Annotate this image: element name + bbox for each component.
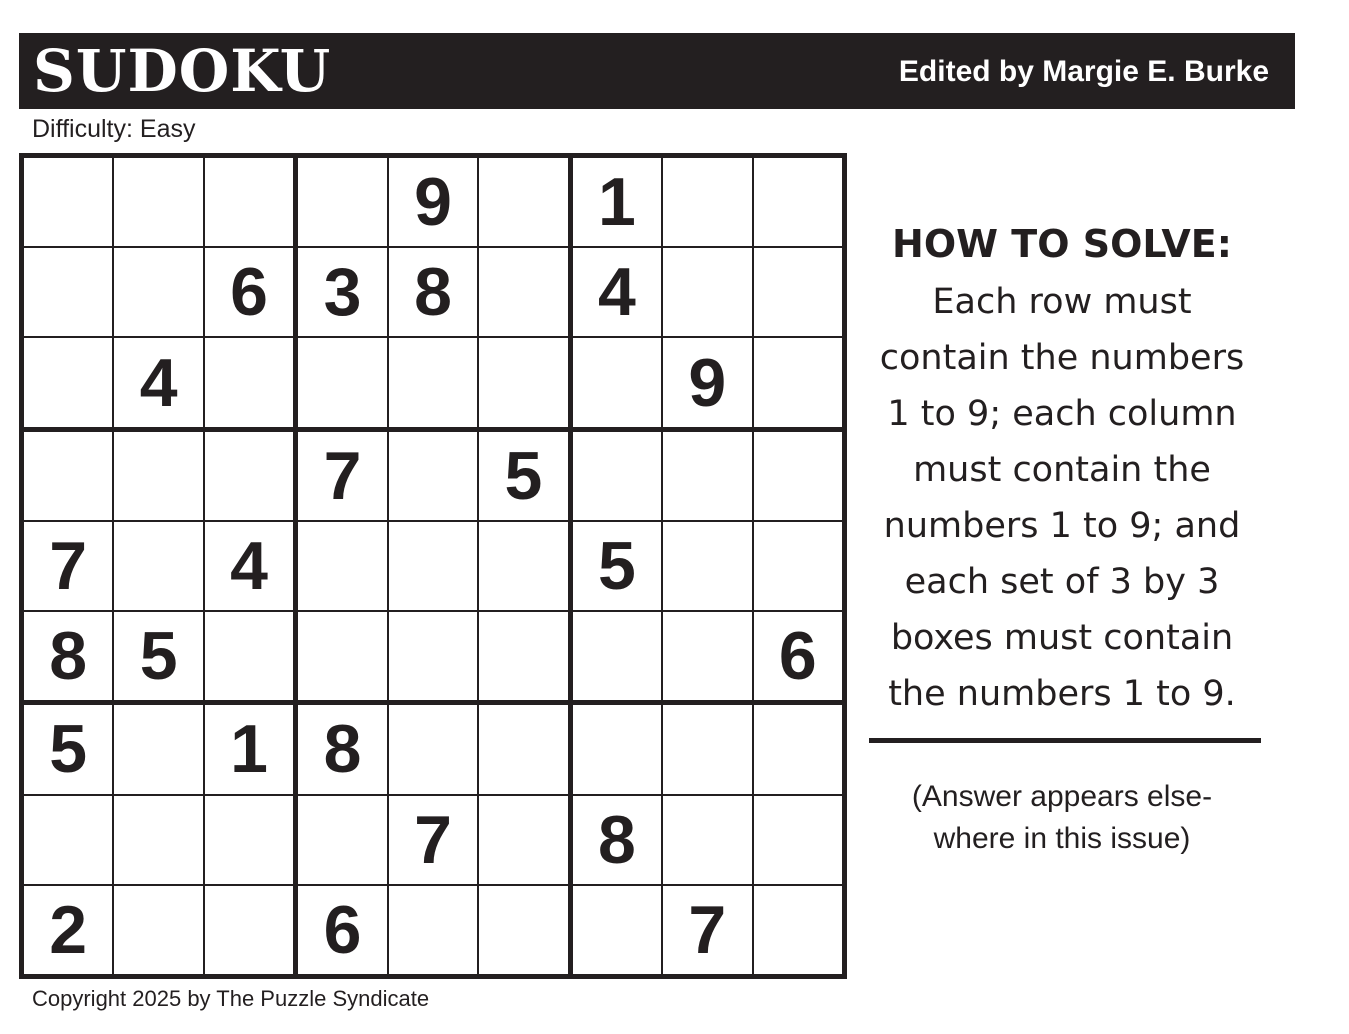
empty-cell[interactable] <box>298 338 386 426</box>
empty-cell[interactable] <box>24 432 112 520</box>
given-digit-cell[interactable]: 8 <box>389 248 477 336</box>
empty-cell[interactable] <box>754 886 842 974</box>
instruction-line: 1 to 9; each column <box>887 394 1237 434</box>
how-to-solve-title: HOW TO SOLVE: <box>892 222 1232 266</box>
empty-cell[interactable] <box>205 432 293 520</box>
editor-credit: Edited by Margie E. Burke <box>898 55 1269 88</box>
empty-cell[interactable] <box>24 796 112 884</box>
empty-cell[interactable] <box>573 432 661 520</box>
empty-cell[interactable] <box>298 796 386 884</box>
difficulty-label: Difficulty: Easy <box>32 115 196 143</box>
instruction-line: must contain the <box>913 450 1211 490</box>
sudoku-grid <box>19 153 847 979</box>
instruction-line: the numbers 1 to 9. <box>888 674 1236 714</box>
empty-cell[interactable] <box>114 705 202 793</box>
given-digit-cell[interactable]: 5 <box>479 432 567 520</box>
given-digit-cell[interactable]: 6 <box>298 886 386 974</box>
given-digit-cell[interactable]: 6 <box>205 248 293 336</box>
empty-cell[interactable] <box>114 796 202 884</box>
empty-cell[interactable] <box>663 705 751 793</box>
empty-cell[interactable] <box>479 796 567 884</box>
empty-cell[interactable] <box>24 158 112 246</box>
answer-note <box>862 776 1262 860</box>
empty-cell[interactable] <box>663 432 751 520</box>
empty-cell[interactable] <box>754 522 842 610</box>
empty-cell[interactable] <box>298 158 386 246</box>
empty-cell[interactable] <box>663 796 751 884</box>
empty-cell[interactable] <box>205 886 293 974</box>
empty-cell[interactable] <box>573 705 661 793</box>
how-to-solve-text <box>862 274 1262 722</box>
empty-cell[interactable] <box>114 886 202 974</box>
given-digit-cell[interactable]: 7 <box>24 522 112 610</box>
empty-cell[interactable] <box>754 432 842 520</box>
empty-cell[interactable] <box>298 522 386 610</box>
empty-cell[interactable] <box>24 248 112 336</box>
given-digit-cell[interactable]: 9 <box>663 338 751 426</box>
empty-cell[interactable] <box>205 158 293 246</box>
given-digit-cell[interactable]: 3 <box>298 248 386 336</box>
empty-cell[interactable] <box>389 432 477 520</box>
empty-cell[interactable] <box>205 338 293 426</box>
empty-cell[interactable] <box>754 796 842 884</box>
empty-cell[interactable] <box>573 886 661 974</box>
empty-cell[interactable] <box>114 248 202 336</box>
instruction-line: Each row must <box>932 282 1192 322</box>
empty-cell[interactable] <box>479 158 567 246</box>
given-digit-cell[interactable]: 7 <box>298 432 386 520</box>
instruction-line: numbers 1 to 9; and <box>883 506 1241 546</box>
empty-cell[interactable] <box>389 612 477 700</box>
header-bar <box>19 33 1295 109</box>
given-digit-cell[interactable]: 5 <box>114 612 202 700</box>
empty-cell[interactable] <box>663 522 751 610</box>
empty-cell[interactable] <box>479 612 567 700</box>
empty-cell[interactable] <box>389 705 477 793</box>
empty-cell[interactable] <box>479 705 567 793</box>
empty-cell[interactable] <box>663 248 751 336</box>
empty-cell[interactable] <box>389 522 477 610</box>
empty-cell[interactable] <box>754 705 842 793</box>
given-digit-cell[interactable]: 4 <box>205 522 293 610</box>
instruction-line: each set of 3 by 3 <box>904 562 1220 602</box>
empty-cell[interactable] <box>205 796 293 884</box>
given-digit-cell[interactable]: 7 <box>389 796 477 884</box>
given-digit-cell[interactable]: 9 <box>389 158 477 246</box>
empty-cell[interactable] <box>479 248 567 336</box>
instruction-line: boxes must contain <box>890 618 1234 658</box>
empty-cell[interactable] <box>479 338 567 426</box>
instruction-line: contain the numbers <box>879 338 1245 378</box>
given-digit-cell[interactable]: 8 <box>298 705 386 793</box>
empty-cell[interactable] <box>573 338 661 426</box>
empty-cell[interactable] <box>754 158 842 246</box>
empty-cell[interactable] <box>389 886 477 974</box>
empty-cell[interactable] <box>114 432 202 520</box>
empty-cell[interactable] <box>663 612 751 700</box>
empty-cell[interactable] <box>389 338 477 426</box>
given-digit-cell[interactable]: 8 <box>24 612 112 700</box>
given-digit-cell[interactable]: 1 <box>205 705 293 793</box>
divider-line <box>869 738 1261 743</box>
empty-cell[interactable] <box>754 338 842 426</box>
given-digit-cell[interactable]: 2 <box>24 886 112 974</box>
given-digit-cell[interactable]: 4 <box>573 248 661 336</box>
answer-note-line: where in this issue) <box>933 822 1191 855</box>
empty-cell[interactable] <box>114 522 202 610</box>
empty-cell[interactable] <box>754 248 842 336</box>
empty-cell[interactable] <box>205 612 293 700</box>
given-digit-cell[interactable]: 6 <box>754 612 842 700</box>
given-digit-cell[interactable]: 4 <box>114 338 202 426</box>
empty-cell[interactable] <box>663 158 751 246</box>
given-digit-cell[interactable]: 5 <box>573 522 661 610</box>
answer-note-line: (Answer appears else- <box>911 780 1213 813</box>
sudoku-logo: SUDOKU <box>33 37 332 105</box>
given-digit-cell[interactable]: 5 <box>24 705 112 793</box>
how-to-solve-panel <box>862 220 1262 722</box>
given-digit-cell[interactable]: 1 <box>573 158 661 246</box>
given-digit-cell[interactable]: 7 <box>663 886 751 974</box>
empty-cell[interactable] <box>479 886 567 974</box>
given-digit-cell[interactable]: 8 <box>573 796 661 884</box>
empty-cell[interactable] <box>573 612 661 700</box>
empty-cell[interactable] <box>479 522 567 610</box>
empty-cell[interactable] <box>114 158 202 246</box>
empty-cell[interactable] <box>298 612 386 700</box>
copyright-notice: Copyright 2025 by The Puzzle Syndicate <box>32 986 430 1011</box>
empty-cell[interactable] <box>24 338 112 426</box>
